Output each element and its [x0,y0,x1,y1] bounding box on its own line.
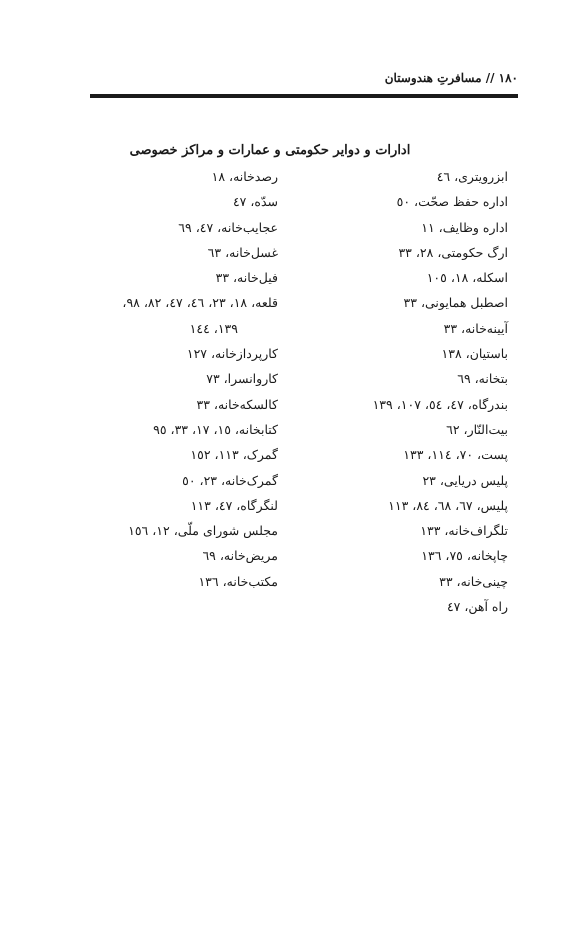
header-rule [90,94,518,98]
index-entry: سدّه، ٤٧ [232,194,278,210]
index-entry: پلیس، ٦٧، ٦٨، ٨٤، ١١٣ [388,497,508,513]
index-entry: پلیس دریایی، ٢٣ [422,472,508,488]
index-entry: عجایب‌خانه، ٤٧، ٦٩ [178,219,278,235]
index-entry: باستیان، ١٣٨ [441,346,508,362]
section-title: ادارات و دوایر حکومتی و عمارات و مراکز خصوصی [129,143,411,158]
index-entry: لنگرگاه، ٤٧، ١١٣ [190,497,278,513]
index-entry: تلگراف‌خانه، ١٣٣ [420,523,508,539]
index-entry: کتابخانه، ١٥، ١٧، ٣٣، ٩٥ [153,421,278,437]
index-entry: اصطبل همایونی، ٣٣ [403,295,508,311]
index-entry: اسکله، ١٨، ١٠٥ [426,270,508,286]
index-entry-continuation: ١٣٩، ١٤٤ [189,320,238,336]
index-entry: بیت‌النّار، ٦٢ [446,421,508,437]
index-entry: قلعه، ١٨، ٢٣، ٤٦، ٤٧، ٨٢، ٩٨، [122,295,278,311]
running-header: ۱۸۰ // مسافرتِ هندوستان [384,71,518,85]
index-entry: کاروانسرا، ٧٣ [206,371,278,387]
index-entry: کالسکه‌خانه، ٣٣ [196,396,278,412]
index-entry: آیینه‌خانه، ٣٣ [443,320,508,336]
index-entry: چینی‌خانه، ٣٣ [439,573,508,589]
index-entry: کارپردازخانه، ١٢٧ [186,346,278,362]
index-entry: فیل‌خانه، ٣٣ [215,270,278,286]
index-entry: مریض‌خانه، ٦٩ [202,548,278,564]
index-entry: رصدخانه، ١٨ [211,169,278,184]
index-entry: پست، ٧٠، ١١٤، ١٣٣ [403,447,508,463]
index-entry: راه آهن، ٤٧ [446,599,508,615]
index-entry: بندرگاه، ٤٧، ٥٤، ١٠٧، ١٣٩ [372,396,508,412]
index-entry: غسل‌خانه، ٦٣ [207,244,278,260]
index-entry: مکتب‌خانه، ١٣٦ [198,573,278,589]
index-entry: گمرک، ١١٣، ١٥٢ [190,447,278,463]
index-entry: بتخانه، ٦٩ [457,371,508,387]
index-column-left [68,164,278,594]
index-entry: ارگ حکومتی، ٢٨، ٣٣ [398,244,508,260]
index-column-right [318,164,508,619]
index-entry: اداره وظایف، ١١ [421,219,508,235]
index-entry: مجلس شورای ملّی، ١٢، ١٥٦ [128,523,278,539]
index-entry: ابزرویتری، ٤٦ [436,169,508,184]
index-entry: گمرک‌خانه، ٢٣، ٥٠ [182,472,278,488]
index-entry: اداره حفظ صحّت، ٥٠ [396,194,508,210]
index-entry: چاپخانه، ٧٥، ١٣٦ [421,548,508,564]
